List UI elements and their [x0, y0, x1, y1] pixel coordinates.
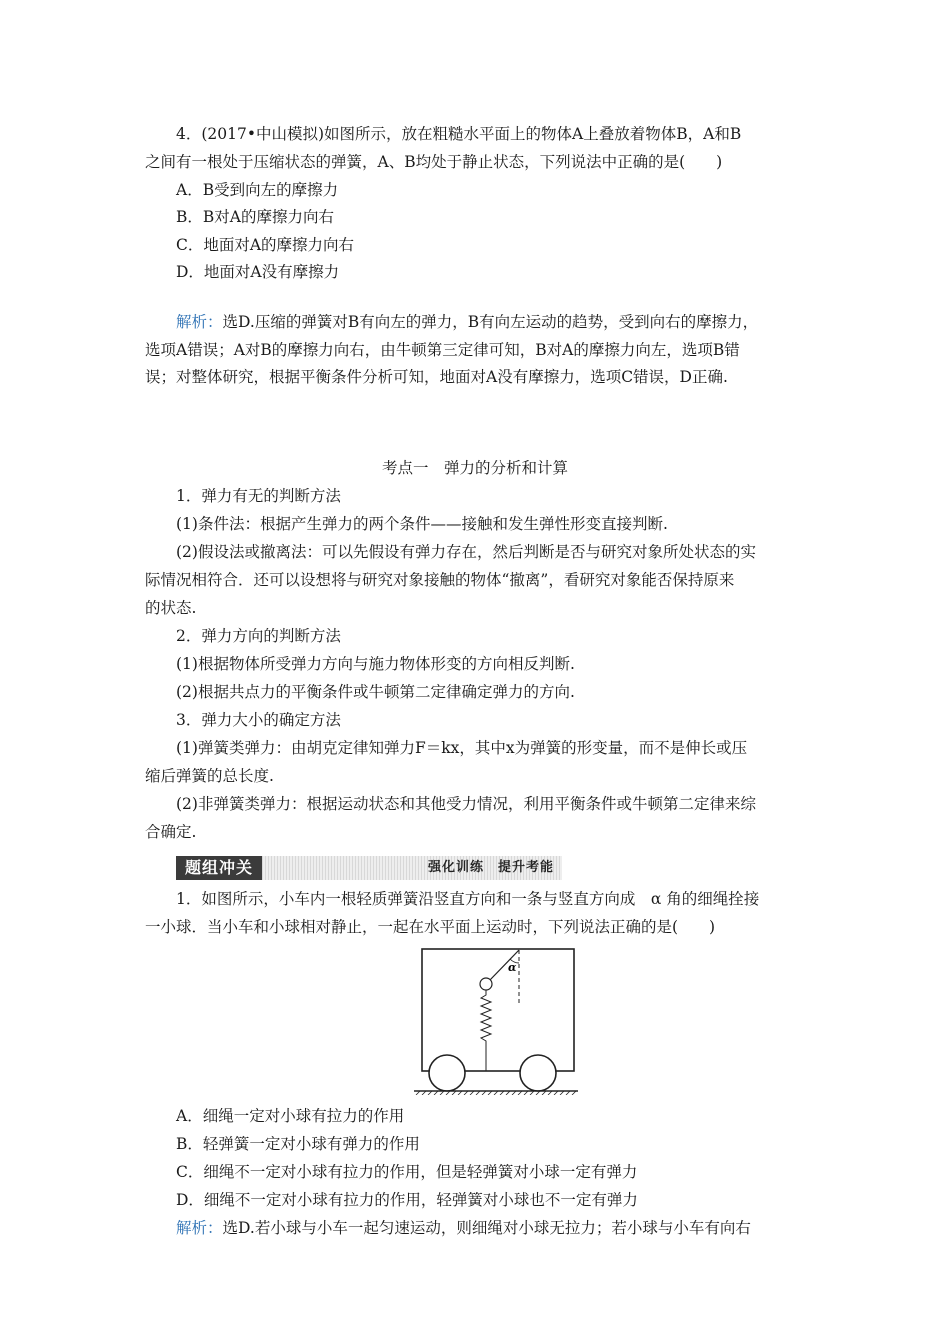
section-line: 2．弹力方向的判断方法 — [176, 627, 341, 645]
q4-option-c: C．地面对A的摩擦力向右 — [176, 236, 355, 254]
q4-analysis-line-3: 误；对整体研究，根据平衡条件分析可知，地面对A没有摩擦力，选项C错误，D正确. — [145, 368, 728, 386]
q4-option-b: B．B对A的摩擦力向右 — [176, 208, 334, 226]
q4-stem-line-2: 之间有一根处于压缩状态的弹簧，A、B均处于静止状态，下列说法中正确的是( ) — [145, 153, 723, 171]
section-line: (1)条件法：根据产生弹力的两个条件——接触和发生弹性形变直接判断. — [176, 515, 668, 533]
q1-option-a: A．细绳一定对小球有拉力的作用 — [176, 1107, 405, 1125]
section-line: 1．弹力有无的判断方法 — [176, 487, 341, 505]
section-line: (2)非弹簧类弹力：根据运动状态和其他受力情况，利用平衡条件或牛顿第二定律来综 — [176, 795, 756, 813]
q4-stem-line-1: 4．(2017•中山模拟)如图所示，放在粗糙水平面上的物体A上叠放着物体B，A和B — [176, 125, 742, 143]
section-line: 3．弹力大小的确定方法 — [176, 711, 341, 729]
angle-label: α — [508, 961, 517, 974]
section-line: 际情况相符合．还可以设想将与研究对象接触的物体“撤离”，看研究对象能否保持原来 — [145, 571, 735, 589]
q4-analysis-text-1: 选D.压缩的弹簧对B有向左的弹力，B有向左运动的趋势，受到向右的摩擦力， — [222, 313, 759, 331]
section-line: (2)根据共点力的平衡条件或牛顿第二定律确定弹力的方向. — [176, 683, 575, 701]
q1-option-b: B．轻弹簧一定对小球有弹力的作用 — [176, 1135, 420, 1153]
q4-option-d: D．地面对A没有摩擦力 — [176, 263, 340, 281]
wheel-left — [429, 1055, 465, 1091]
cart-spring-diagram — [410, 945, 580, 1095]
section-line: 缩后弹簧的总长度. — [145, 767, 274, 785]
section-line: (2)假设法或撤离法：可以先假设有弹力存在，然后判断是否与研究对象所处状态的实 — [176, 543, 756, 561]
cart-body — [422, 949, 574, 1071]
section-line: 的状态. — [145, 599, 197, 617]
q1-analysis-line-1 — [176, 1218, 751, 1238]
q1-option-d: D．细绳不一定对小球有拉力的作用，轻弹簧对小球也不一定有弹力 — [176, 1191, 638, 1209]
section-line: (1)弹簧类弹力：由胡克定律知弹力F＝kx，其中x为弹簧的形变量，而不是伸长或压 — [176, 739, 748, 757]
q4-option-a: A．B受到向左的摩擦力 — [176, 181, 339, 199]
q1-analysis-label: 解析： — [176, 1219, 223, 1237]
section-line: 合确定. — [145, 823, 197, 841]
banner-title: 题组冲关 — [176, 856, 262, 880]
banner-subtitle: 强化训练 提升考能 — [262, 856, 562, 880]
q1-stem-line-2: 一小球．当小车和小球相对静止，一起在水平面上运动时，下列说法正确的是( ) — [145, 918, 716, 936]
q1-option-c: C．细绳不一定对小球有拉力的作用，但是轻弹簧对小球一定有弹力 — [176, 1163, 638, 1181]
section-title: 考点一 弹力的分析和计算 — [381, 459, 568, 477]
spring — [481, 990, 491, 1071]
ball — [480, 978, 492, 990]
q4-analysis-line-2: 选项A错误；A对B的摩擦力向右，由牛顿第三定律可知，B对A的摩擦力向左，选项B错 — [145, 341, 740, 359]
wheel-right — [520, 1055, 556, 1091]
section-line: (1)根据物体所受弹力方向与施力物体形变的方向相反判断. — [176, 655, 575, 673]
q1-analysis-text-1: 选D.若小球与小车一起匀速运动，则细绳对小球无拉力；若小球与小车有向右 — [222, 1219, 751, 1237]
exercise-banner — [176, 856, 562, 880]
q4-analysis-label: 解析： — [176, 313, 223, 331]
q4-analysis-line-1 — [176, 312, 758, 332]
q1-stem-line-1: 1．如图所示，小车内一根轻质弹簧沿竖直方向和一条与竖直方向成 α 角的细绳拴接 — [176, 890, 760, 908]
